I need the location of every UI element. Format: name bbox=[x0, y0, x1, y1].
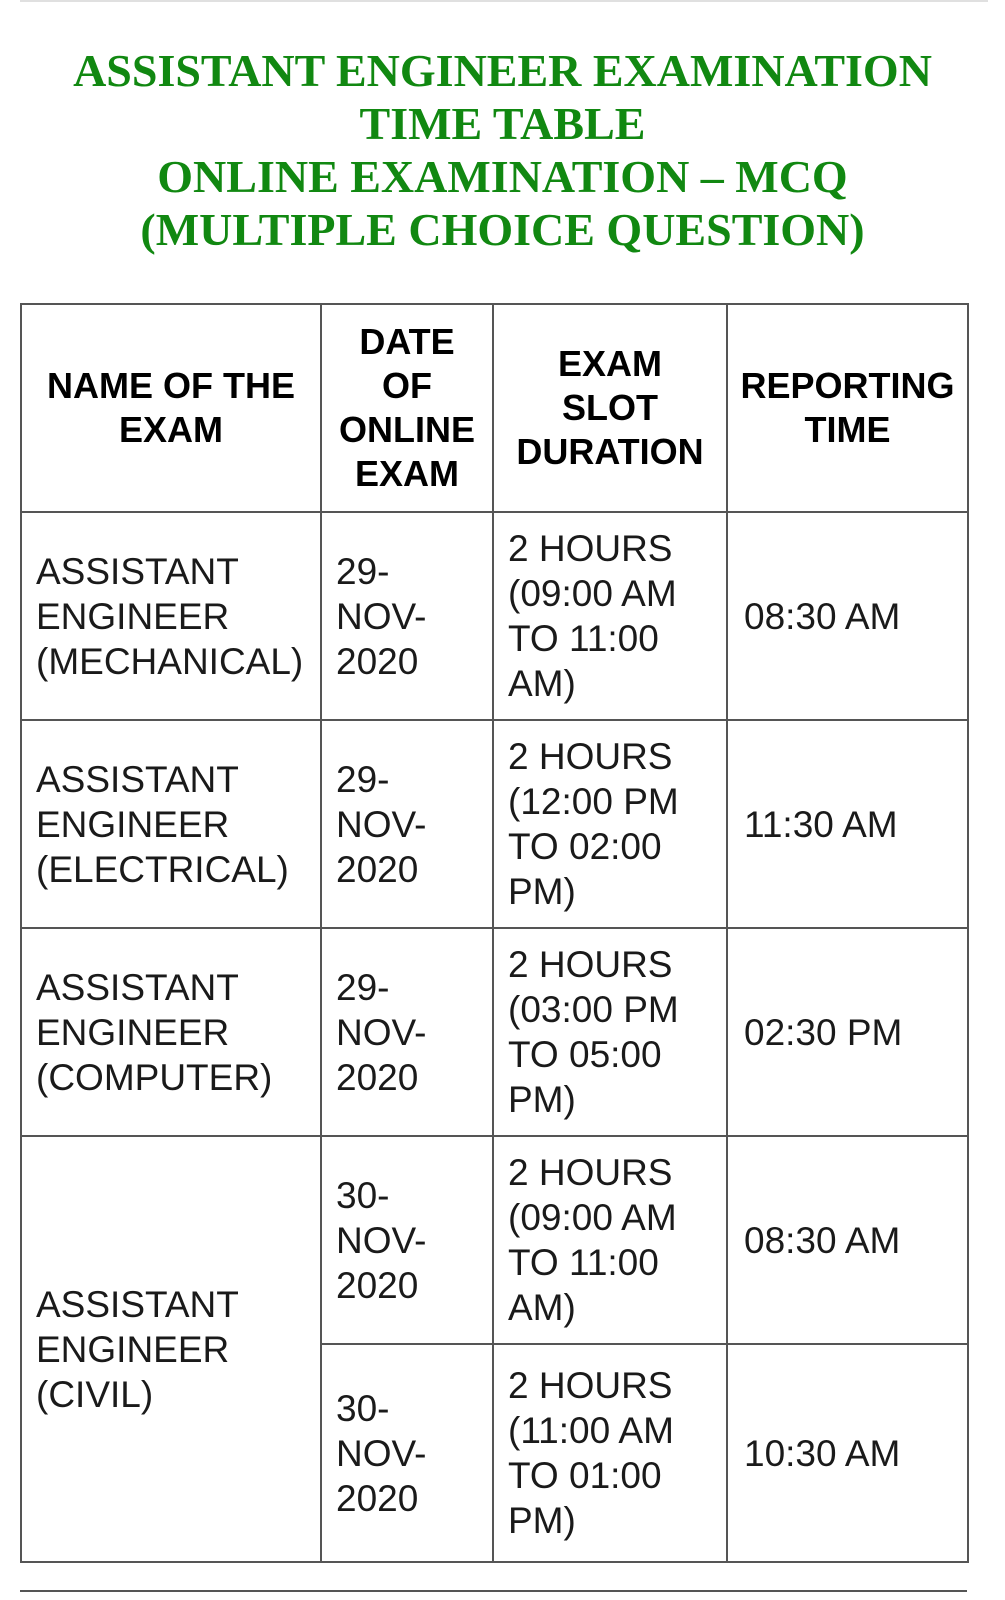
table-row bbox=[21, 512, 968, 720]
exam-slot-cell: 2 HOURS (09:00 AM TO 11:00 AM) bbox=[493, 1136, 727, 1344]
header-reporting-time: REPORTING TIME bbox=[727, 304, 968, 512]
exam-date-cell: 29- NOV- 2020 bbox=[321, 720, 493, 928]
table-row bbox=[21, 720, 968, 928]
page-title bbox=[0, 44, 1005, 256]
exam-slot-cell: 2 HOURS (12:00 PM TO 02:00 PM) bbox=[493, 720, 727, 928]
table-row bbox=[21, 928, 968, 1136]
exam-slot-cell: 2 HOURS (11:00 AM TO 01:00 PM) bbox=[493, 1344, 727, 1562]
title-line-4: (MULTIPLE CHOICE QUESTION) bbox=[140, 204, 865, 255]
header-row bbox=[21, 304, 968, 512]
header-exam-name: NAME OF THE EXAM bbox=[21, 304, 321, 512]
exam-name-cell: ASSISTANT ENGINEER (COMPUTER) bbox=[21, 928, 321, 1136]
exam-name-cell: ASSISTANT ENGINEER (CIVIL) bbox=[21, 1136, 321, 1562]
bottom-divider bbox=[20, 1590, 967, 1592]
exam-date-cell: 30-NOV- 2020 bbox=[321, 1344, 493, 1562]
reporting-time-cell: 02:30 PM bbox=[727, 928, 968, 1136]
title-line-2: TIME TABLE bbox=[359, 98, 646, 149]
reporting-time-cell: 08:30 AM bbox=[727, 512, 968, 720]
reporting-time-cell: 11:30 AM bbox=[727, 720, 968, 928]
exam-slot-cell: 2 HOURS (03:00 PM TO 05:00 PM) bbox=[493, 928, 727, 1136]
table-row bbox=[21, 1136, 968, 1344]
exam-name-cell: ASSISTANT ENGINEER (ELECTRICAL) bbox=[21, 720, 321, 928]
exam-name-cell: ASSISTANT ENGINEER (MECHANICAL) bbox=[21, 512, 321, 720]
exam-date-cell: 29- NOV- 2020 bbox=[321, 928, 493, 1136]
exam-slot-cell: 2 HOURS (09:00 AM TO 11:00 AM) bbox=[493, 512, 727, 720]
exam-date-cell: 30- NOV- 2020 bbox=[321, 1136, 493, 1344]
title-line-3: ONLINE EXAMINATION – MCQ bbox=[157, 151, 848, 202]
header-slot-duration: EXAM SLOT DURATION bbox=[493, 304, 727, 512]
reporting-time-cell: 08:30 AM bbox=[727, 1136, 968, 1344]
exam-date-cell: 29- NOV- 2020 bbox=[321, 512, 493, 720]
header-exam-date: DATE OF ONLINE EXAM bbox=[321, 304, 493, 512]
reporting-time-cell: 10:30 AM bbox=[727, 1344, 968, 1562]
exam-timetable bbox=[20, 303, 969, 1563]
top-divider bbox=[20, 0, 988, 2]
title-line-1: ASSISTANT ENGINEER EXAMINATION bbox=[73, 45, 932, 96]
